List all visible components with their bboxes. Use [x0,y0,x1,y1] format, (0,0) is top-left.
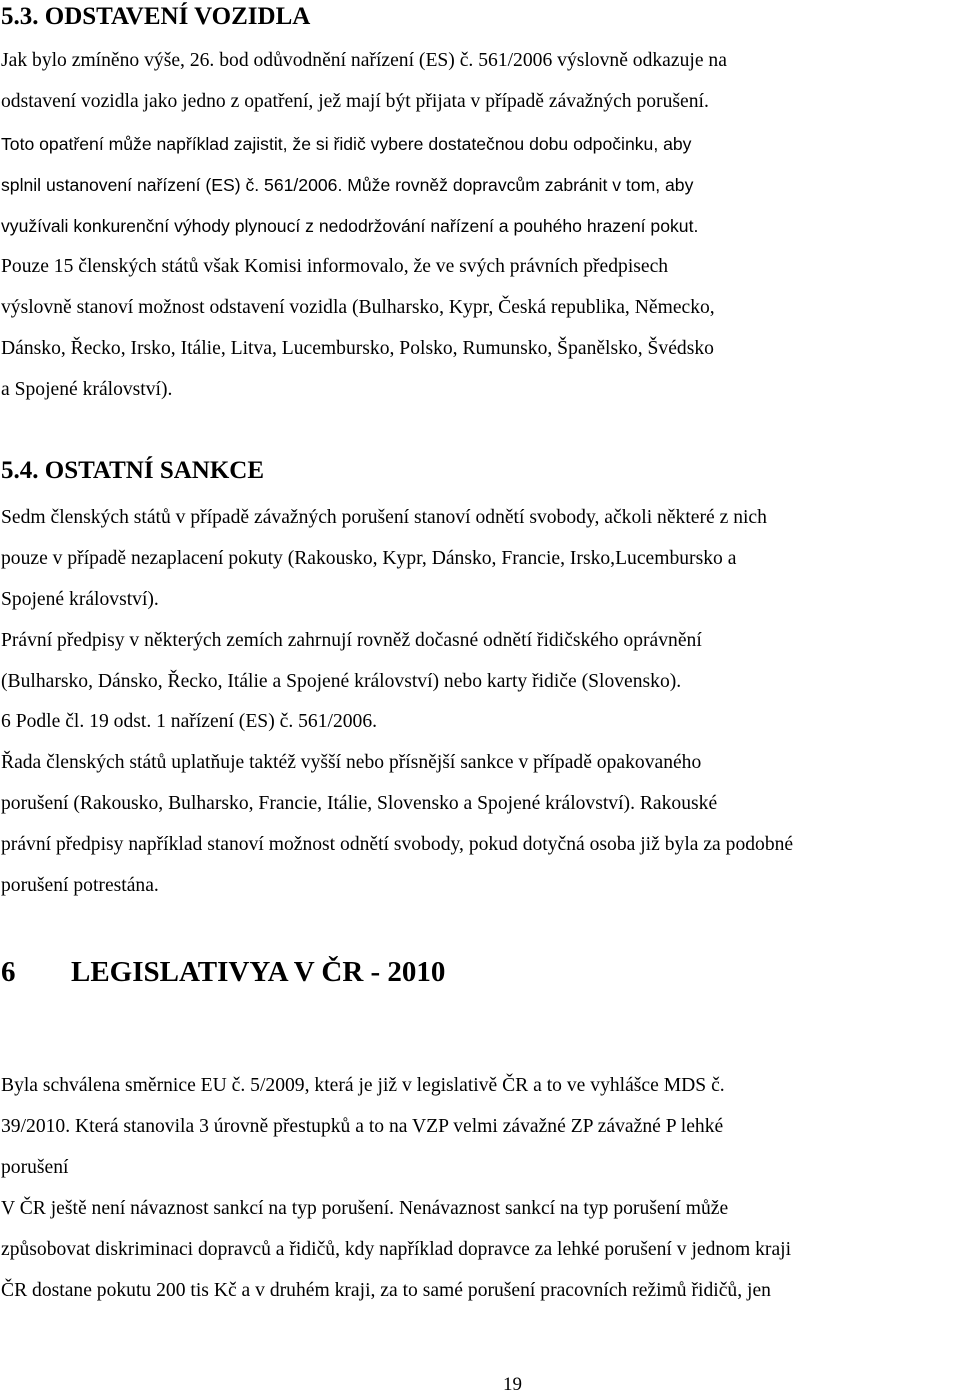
paragraph-line: splnil ustanovení nařízení (ES) č. 561/2006. Může rovněž dopravcům zabránit v tom, aby [1,175,694,195]
page-number: 19 [503,1374,522,1395]
paragraph-line: Řada členských států uplatňuje taktéž vyšší nebo přísnější sankce v případě opakovaného [1,752,702,773]
paragraph-line: Jak bylo zmíněno výše, 26. bod odůvodnění nařízení (ES) č. 561/2006 výslovně odkazuje na [1,50,727,71]
paragraph-line: Toto opatření může například zajistit, že si řidič vybere dostatečnou dobu odpočinku, aby [1,134,692,154]
paragraph-line: 39/2010. Která stanovila 3 úrovně přestupků a to na VZP velmi závažné ZP závažné P lehké [1,1116,724,1137]
paragraph-line: porušení potrestána. [1,875,159,896]
paragraph-line: Byla schválena směrnice EU č. 5/2009, která je již v legislativě ČR a to ve vyhlášce MDS č. [1,1075,725,1096]
paragraph-line: Spojené království). [1,589,159,610]
paragraph-line: pouze v případě nezaplacení pokuty (Rakousko, Kypr, Dánsko, Francie, Irsko,Lucembursko a [1,548,737,569]
paragraph-line: V ČR ještě není návaznost sankcí na typ porušení. Nenávaznost sankcí na typ porušení může [1,1198,729,1219]
chapter-heading-6 [1,955,445,989]
paragraph-line: (Bulharsko, Dánsko, Řecko, Itálie a Spojené království) nebo karty řidiče (Slovensko). [1,671,682,692]
chapter-title: LEGISLATIVYA V ČR - 2010 [71,956,446,988]
paragraph-line: porušení [1,1157,69,1178]
paragraph-line: způsobovat diskriminaci dopravců a řidičů, kdy například dopravce za lehké porušení v jednom kraji [1,1239,792,1260]
paragraph-line: Pouze 15 členských států však Komisi informovalo, že ve svých právních předpisech [1,256,669,277]
paragraph-line: porušení (Rakousko, Bulharsko, Francie, Itálie, Slovensko a Spojené království). Rakouské [1,793,718,814]
paragraph-line: Právní předpisy v některých zemích zahrnují rovněž dočasné odnětí řidičského oprávnění [1,630,702,651]
section-heading-5-3: 5.3. ODSTAVENÍ VOZIDLA [1,3,311,30]
paragraph-line: využívali konkurenční výhody plynoucí z nedodržování nařízení a pouhého hrazení pokut. [1,216,699,236]
paragraph-line: Dánsko, Řecko, Irsko, Itálie, Litva, Lucembursko, Polsko, Rumunsko, Španělsko, Švédsko [1,338,714,359]
paragraph-line: ČR dostane pokutu 200 tis Kč a v druhém kraji, za to samé porušení pracovních režimů řidičů, jen [1,1280,771,1301]
paragraph-line: právní předpisy například stanoví možnost odnětí svobody, pokud dotyčná osoba již byla za podobné [1,834,794,855]
footnote-line: 6 Podle čl. 19 odst. 1 nařízení (ES) č. 561/2006. [1,711,378,732]
paragraph-line: výslovně stanoví možnost odstavení vozidla (Bulharsko, Kypr, Česká republika, Německo, [1,297,715,318]
paragraph-line: Sedm členských států v případě závažných porušení stanoví odnětí svobody, ačkoli některé z nich [1,507,767,528]
chapter-number: 6 [1,956,16,988]
section-heading-5-4: 5.4. OSTATNÍ SANKCE [1,457,265,484]
paragraph-line: a Spojené království). [1,379,173,400]
paragraph-line: odstavení vozidla jako jedno z opatření, jež mají být přijata v případě závažných porušení. [1,91,709,112]
